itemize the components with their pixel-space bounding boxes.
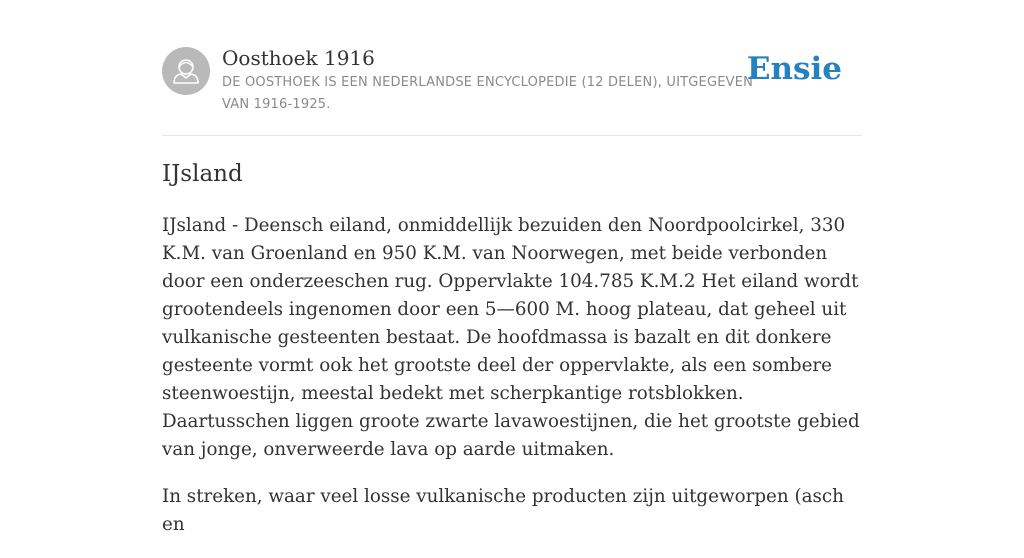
article-title: IJsland — [162, 161, 243, 187]
source-title[interactable]: Oosthoek 1916 — [222, 46, 375, 70]
article-paragraph: IJsland - Deensch eiland, onmiddellijk bezuiden den Noordpoolcirkel, 330 K.M. van Groenland en 950 K.M. van Noorwegen, met beide verbonden door een onderzeeschen rug. Oppervlakte 104.785 K.M.2 Het eiland wordt grootendeels ingenomen door een 5—600 M. hoog plateau, dat geheel uit vulkanische gesteenten bestaat. De hoofdmassa is bazalt en dit donkere gesteente vormt ook het grootste deel der oppervlakte, als een sombere steenwoestijn, meestal bedekt met scherpkantige rotsblokken. Daartusschen liggen groote zwarte lavawoestijnen, die het grootste gebied van jonge, onverweerde lava op aarde uitmaken. — [162, 215, 860, 460]
avatar[interactable] — [162, 47, 210, 95]
source-description: DE OOSTHOEK IS EEN NEDERLANDSE ENCYCLOPEDIE (12 DELEN), UITGEGEVEN VAN 1916-1925. — [222, 75, 754, 112]
source-header — [162, 0, 862, 136]
content-container — [162, 0, 862, 535]
article-body — [162, 212, 862, 558]
ensie-logo[interactable]: Ensie — [746, 51, 842, 87]
user-icon — [162, 47, 210, 95]
article-paragraph: In streken, waar veel losse vulkanische producten zijn uitgeworpen (asch en — [162, 486, 844, 535]
